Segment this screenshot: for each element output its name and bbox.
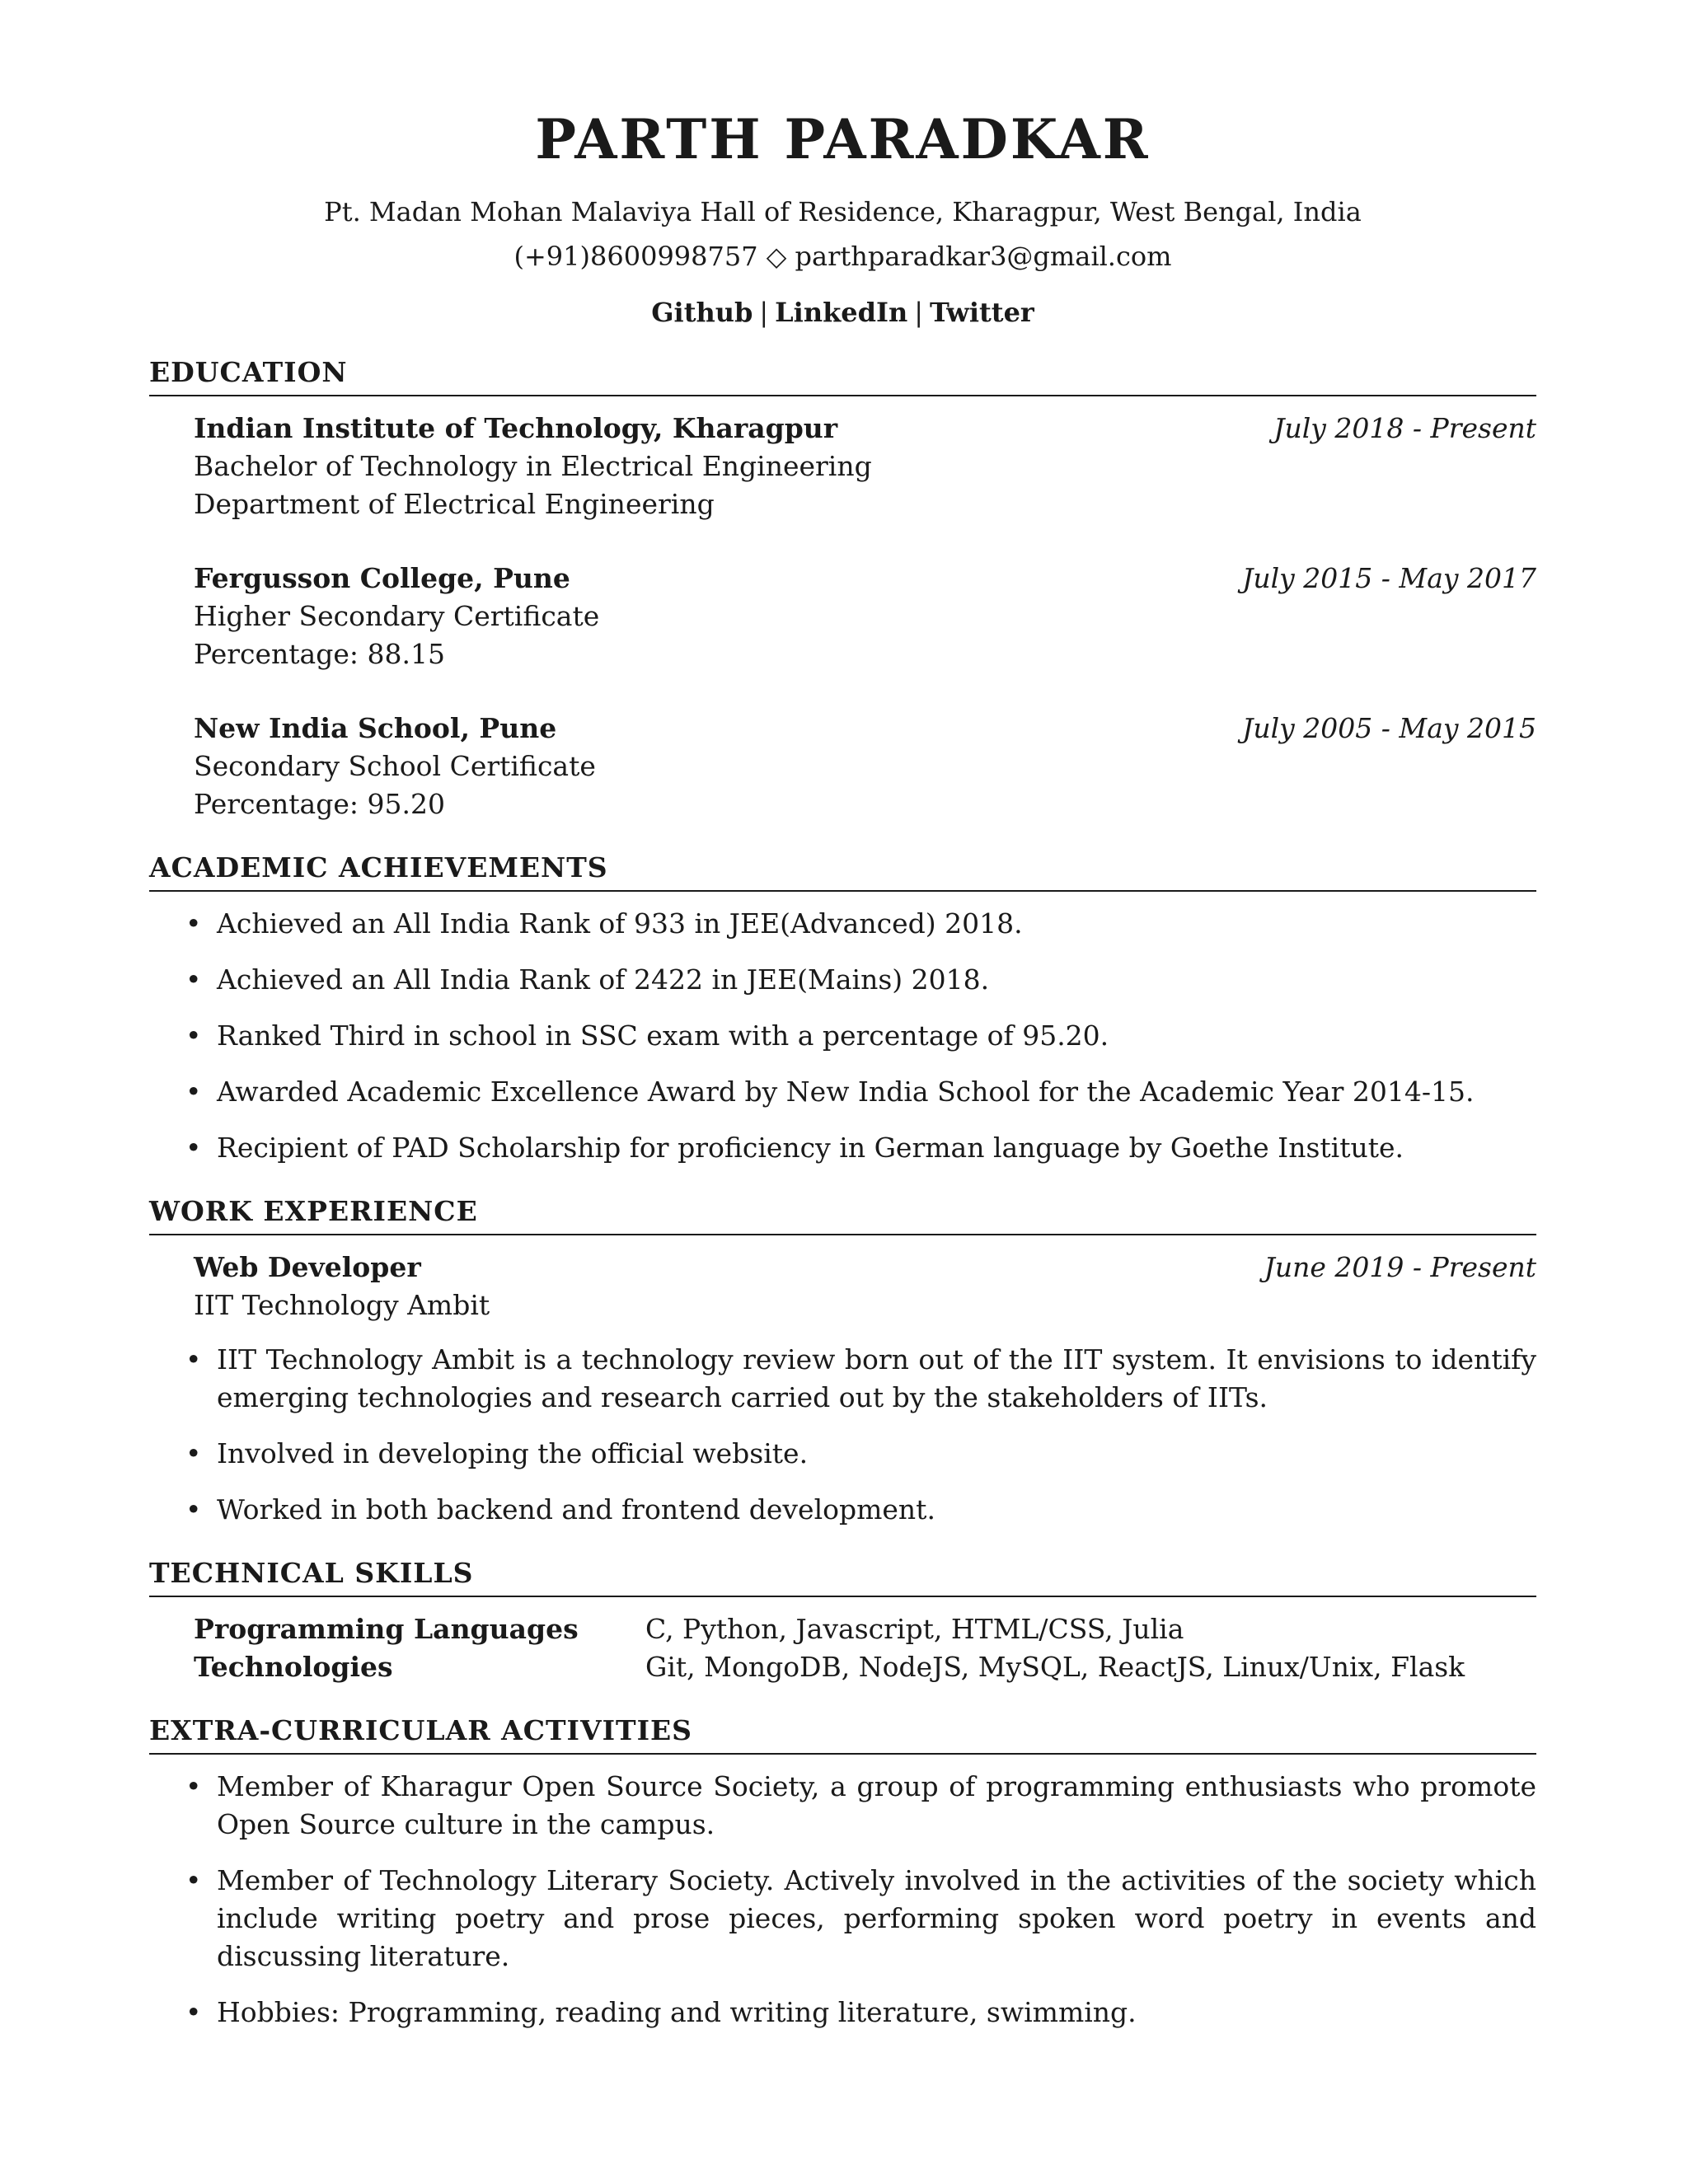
skill-row bbox=[194, 1610, 1536, 1648]
list-item: • Achieved an All India Rank of 2422 in JEE(Mains) 2018. bbox=[215, 961, 1536, 999]
education-section bbox=[149, 356, 1536, 823]
work-list bbox=[149, 1341, 1536, 1529]
entry-date: July 2015 - May 2017 bbox=[1242, 562, 1536, 594]
list-item: • IIT Technology Ambit is a technology review born out of the IIT system. It envisions to identify emerging technologies and research carried out by the stakeholders of IITs. bbox=[215, 1341, 1536, 1417]
entry-detail: Percentage: 95.20 bbox=[194, 788, 445, 820]
linkedin-link[interactable]: LinkedIn bbox=[775, 297, 908, 328]
list-item: • Member of Technology Literary Society. Actively involved in the activities of the society which include writing poetry and prose pieces, performing spoken word poetry in events and discussing literature. bbox=[215, 1862, 1536, 1975]
skill-label: Technologies bbox=[194, 1651, 393, 1683]
job-role: Web Developer bbox=[194, 1251, 421, 1283]
email-link[interactable]: parthparadkar3@gmail.com bbox=[795, 241, 1172, 272]
twitter-link[interactable]: Twitter bbox=[930, 297, 1034, 328]
list-item: • Awarded Academic Excellence Award by New India School for the Academic Year 2014-15. bbox=[215, 1073, 1536, 1111]
skill-value: Git, MongoDB, NodeJS, MySQL, ReactJS, Linux/Unix, Flask bbox=[645, 1651, 1465, 1683]
section-title: EXTRA-CURRICULAR ACTIVITIES bbox=[149, 1714, 1536, 1755]
section-title: ACADEMIC ACHIEVEMENTS bbox=[149, 851, 1536, 892]
entry-heading bbox=[194, 1249, 1536, 1286]
link-separator: | bbox=[914, 297, 923, 328]
institution-name: Indian Institute of Technology, Kharagpur bbox=[194, 412, 838, 444]
entry-detail: Bachelor of Technology in Electrical Engineering bbox=[194, 450, 872, 482]
entry-heading bbox=[194, 560, 1536, 598]
phone-number: (+91)8600998757 bbox=[513, 241, 758, 272]
entry-date: June 2019 - Present bbox=[1264, 1251, 1536, 1283]
list-item: • Ranked Third in school in SSC exam with a percentage of 95.20. bbox=[215, 1017, 1536, 1055]
profile-links bbox=[149, 297, 1536, 328]
link-separator: | bbox=[759, 297, 769, 328]
skill-row bbox=[194, 1648, 1536, 1686]
list-item: • Recipient of PAD Scholarship for proficiency in German language by Goethe Institute. bbox=[215, 1129, 1536, 1167]
extracurricular-list bbox=[149, 1768, 1536, 2032]
work-entry bbox=[149, 1249, 1536, 1324]
list-item: • Involved in developing the official website. bbox=[215, 1435, 1536, 1473]
entry-heading bbox=[194, 710, 1536, 748]
skills-table bbox=[149, 1610, 1536, 1686]
institution-name: New India School, Pune bbox=[194, 712, 557, 744]
institution-name: Fergusson College, Pune bbox=[194, 562, 570, 594]
section-title: EDUCATION bbox=[149, 356, 1536, 396]
entry-detail: Higher Secondary Certificate bbox=[194, 600, 600, 632]
education-entry bbox=[149, 560, 1536, 673]
entry-detail: Secondary School Certificate bbox=[194, 750, 596, 782]
entry-detail: Department of Electrical Engineering bbox=[194, 488, 715, 520]
skills-section bbox=[149, 1557, 1536, 1686]
list-item: • Member of Kharagur Open Source Society, a group of programming enthusiasts who promote Open Source culture in the campus. bbox=[215, 1768, 1536, 1844]
education-entry bbox=[149, 710, 1536, 823]
diamond-separator-icon: ◇ bbox=[766, 241, 787, 272]
work-section bbox=[149, 1195, 1536, 1529]
entry-heading bbox=[194, 410, 1536, 448]
resume-header bbox=[149, 107, 1536, 328]
entry-detail: Percentage: 88.15 bbox=[194, 638, 445, 670]
entry-date: July 2005 - May 2015 bbox=[1242, 712, 1536, 744]
github-link[interactable]: Github bbox=[651, 297, 753, 328]
list-item: • Hobbies: Programming, reading and writing literature, swimming. bbox=[215, 1994, 1536, 2032]
section-title: WORK EXPERIENCE bbox=[149, 1195, 1536, 1235]
list-item: • Achieved an All India Rank of 933 in JEE(Advanced) 2018. bbox=[215, 905, 1536, 943]
achievements-section bbox=[149, 851, 1536, 1167]
list-item: • Worked in both backend and frontend development. bbox=[215, 1491, 1536, 1529]
skill-label: Programming Languages bbox=[194, 1613, 579, 1645]
skill-value: C, Python, Javascript, HTML/CSS, Julia bbox=[645, 1613, 1184, 1645]
address-line: Pt. Madan Mohan Malaviya Hall of Residence, Kharagpur, West Bengal, India bbox=[324, 196, 1362, 227]
extracurricular-section bbox=[149, 1714, 1536, 2032]
organization-name: IIT Technology Ambit bbox=[194, 1289, 490, 1321]
education-entry bbox=[149, 410, 1536, 523]
contact-line bbox=[149, 234, 1536, 279]
section-title: TECHNICAL SKILLS bbox=[149, 1557, 1536, 1597]
candidate-name: PARTH PARADKAR bbox=[535, 107, 1151, 171]
achievements-list bbox=[149, 905, 1536, 1167]
entry-date: July 2018 - Present bbox=[1273, 412, 1536, 444]
